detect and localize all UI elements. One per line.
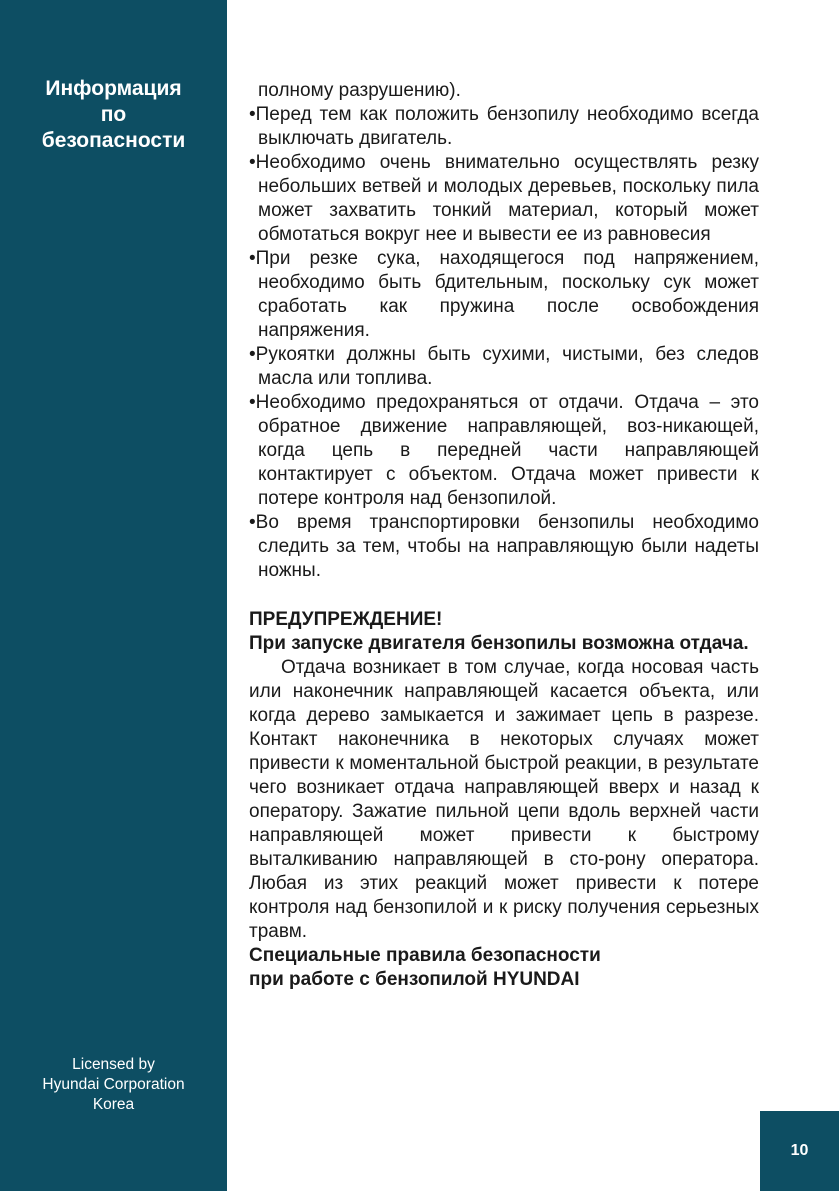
license-line: Licensed by xyxy=(72,1056,155,1073)
rules-heading-line: Специальные правила безопасности xyxy=(249,945,601,966)
warning-paragraph: Отдача возникает в том случае, когда носовая часть или наконечник направляющей касается объекта, или когда дерево замыкается и зажимает цепь в разрезе. Контакт наконечника в некоторых случаях может привести к моментальной быстрой реакции, в результате чего возникает отдача направляющей вверх и назад к оператору. Зажатие пильной цепи вдоль верхней части направляющей может привести к быстрому выталкиванию направляющей в сто-рону оператора. Любая из этих реакций может привести к потере контроля над бензопилой и к риску получения серьезных травм. xyxy=(249,657,759,942)
bullet-item: •Необходимо предохраняться от отдачи. Отдача – это обратное движение направляющей, воз-никающей, когда цепь в передней части направляющей контактирует с объектом. Отдача может привести к потере контроля над бензопилой. xyxy=(249,392,759,509)
bullet-item: •Рукоятки должны быть сухими, чистыми, без следов масла или топлива. xyxy=(249,344,759,389)
bullet-item: •Перед тем как положить бензопилу необходимо всегда выключать двигатель. xyxy=(249,104,759,149)
continuation-text: полному разрушению). xyxy=(258,80,461,101)
section-title-line: безопасности xyxy=(41,129,186,152)
license-line: Hyundai Corporation xyxy=(42,1076,185,1093)
warning-heading: ПРЕДУПРЕЖДЕНИЕ! xyxy=(249,609,443,630)
section-title xyxy=(0,76,227,154)
bullet-item: •Необходимо очень внимательно осуществлять резку небольших ветвей и молодых деревьев, поскольку пила может захватить тонкий материал, который может обмотаться вокруг нее и вывести ее из равновесия xyxy=(249,152,759,245)
section-title-line: по xyxy=(100,103,127,126)
bullet-item: •Во время транспортировки бензопилы необходимо следить за тем, чтобы на направляющую были надеты ножны. xyxy=(249,512,759,581)
rules-heading-line: при работе с бензопилой HYUNDAI xyxy=(249,969,580,990)
section-title-line: Информация xyxy=(45,77,182,100)
warning-subheading: При запуске двигателя бензопилы возможна отдача. xyxy=(249,633,749,654)
page-number-label: 10 xyxy=(790,1142,809,1159)
sidebar xyxy=(0,0,227,1191)
license-note xyxy=(0,1055,227,1115)
page-number xyxy=(760,1111,839,1191)
bullet-item: •При резке сука, находящегося под напряжением, необходимо быть бдительным, поскольку сук может сработать как пружина после освобождения напряжения. xyxy=(249,248,759,341)
license-line: Korea xyxy=(92,1096,135,1113)
main-text xyxy=(249,79,759,992)
